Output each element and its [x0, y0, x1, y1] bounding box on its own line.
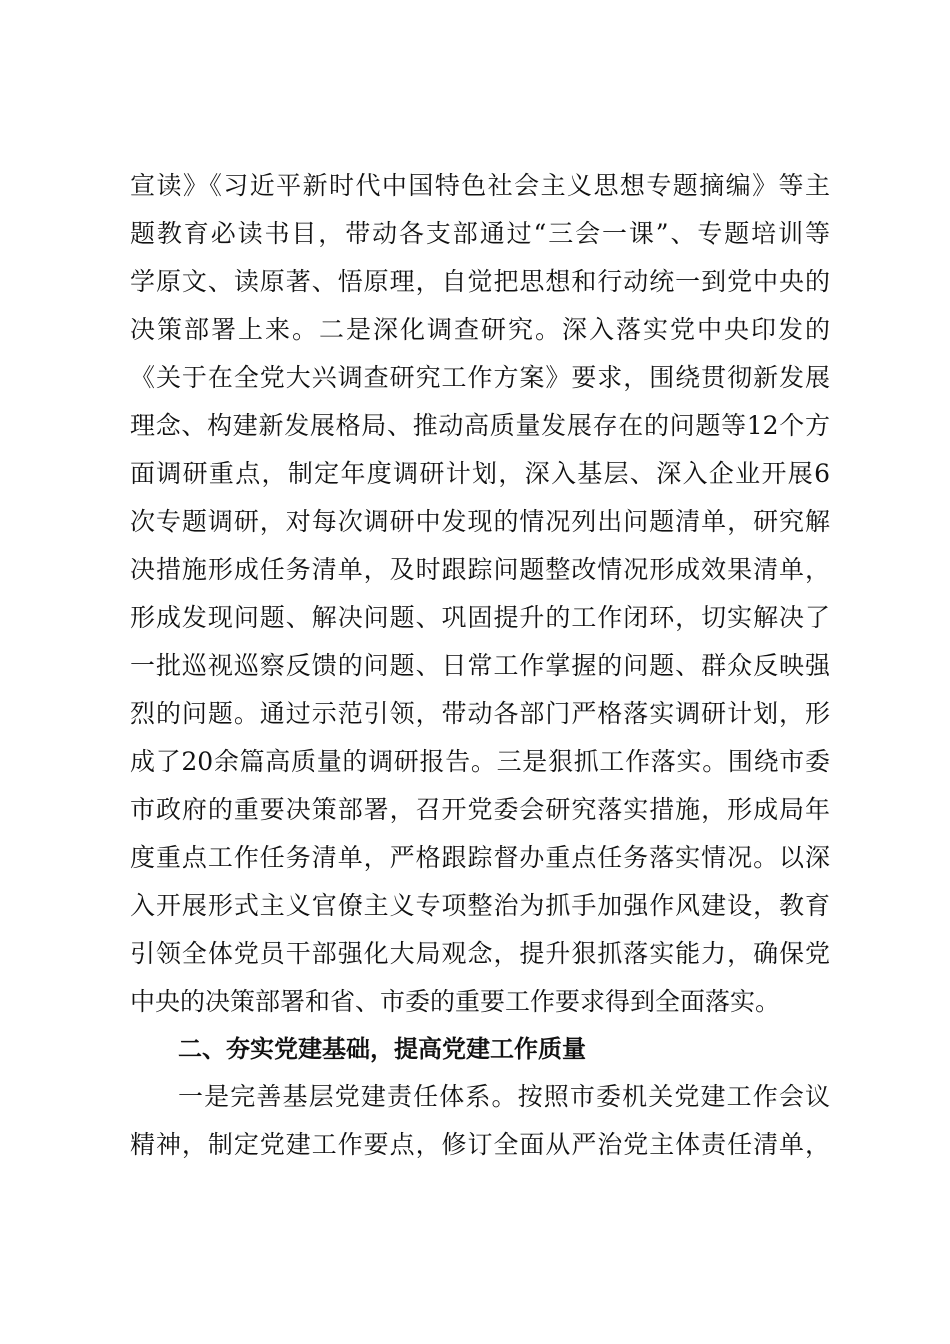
paragraph-line: 《关于在全党大兴调查研究工作方案》要求，围绕贯彻新发展 [130, 363, 830, 392]
body-paragraph-1 [130, 162, 830, 1026]
body-paragraph-2 [130, 1073, 830, 1169]
section-heading: 二、夯实党建基础，提高党建工作质量 [178, 1035, 586, 1063]
paragraph-line: 决措施形成任务清单，及时跟踪问题整改情况形成效果清单， [130, 555, 830, 584]
paragraph-line: 烈的问题。通过示范引领，带动各部门严格落实调研计划，形 [130, 699, 830, 728]
paragraph-line: 次专题调研，对每次调研中发现的情况列出问题清单，研究解 [130, 507, 830, 536]
paragraph-line: 面调研重点，制定年度调研计划，深入基层、深入企业开展6 [130, 459, 830, 488]
paragraph-line: 题教育必读书目，带动各支部通过“三会一课”、专题培训等 [130, 219, 830, 248]
paragraph-line: 学原文、读原著、悟原理，自觉把思想和行动统一到党中央的 [130, 267, 830, 296]
paragraph-line: 宣读》《习近平新时代中国特色社会主义思想专题摘编》等主 [130, 171, 830, 200]
paragraph-line: 引领全体党员干部强化大局观念，提升狠抓落实能力，确保党 [130, 939, 830, 968]
paragraph-line: 一是完善基层党建责任体系。按照市委机关党建工作会议 [178, 1082, 830, 1111]
paragraph-line: 决策部署上来。二是深化调查研究。深入落实党中央印发的 [130, 315, 830, 344]
paragraph-line: 度重点工作任务清单，严格跟踪督办重点任务落实情况。以深 [130, 843, 830, 872]
paragraph-line: 入开展形式主义官僚主义专项整治为抓手加强作风建设，教育 [130, 891, 830, 920]
paragraph-line: 形成发现问题、解决问题、巩固提升的工作闭环，切实解决了 [130, 603, 830, 632]
paragraph-line: 精神，制定党建工作要点，修订全面从严治党主体责任清单， [130, 1130, 830, 1159]
paragraph-line: 中央的决策部署和省、市委的重要工作要求得到全面落实。 [130, 987, 781, 1016]
paragraph-line: 理念、构建新发展格局、推动高质量发展存在的问题等12个方 [130, 411, 830, 440]
paragraph-line: 市政府的重要决策部署，召开党委会研究落实措施，形成局年 [130, 795, 830, 824]
paragraph-line: 一批巡视巡察反馈的问题、日常工作掌握的问题、群众反映强 [130, 651, 830, 680]
paragraph-line: 成了20余篇高质量的调研报告。三是狠抓工作落实。围绕市委 [130, 747, 830, 776]
